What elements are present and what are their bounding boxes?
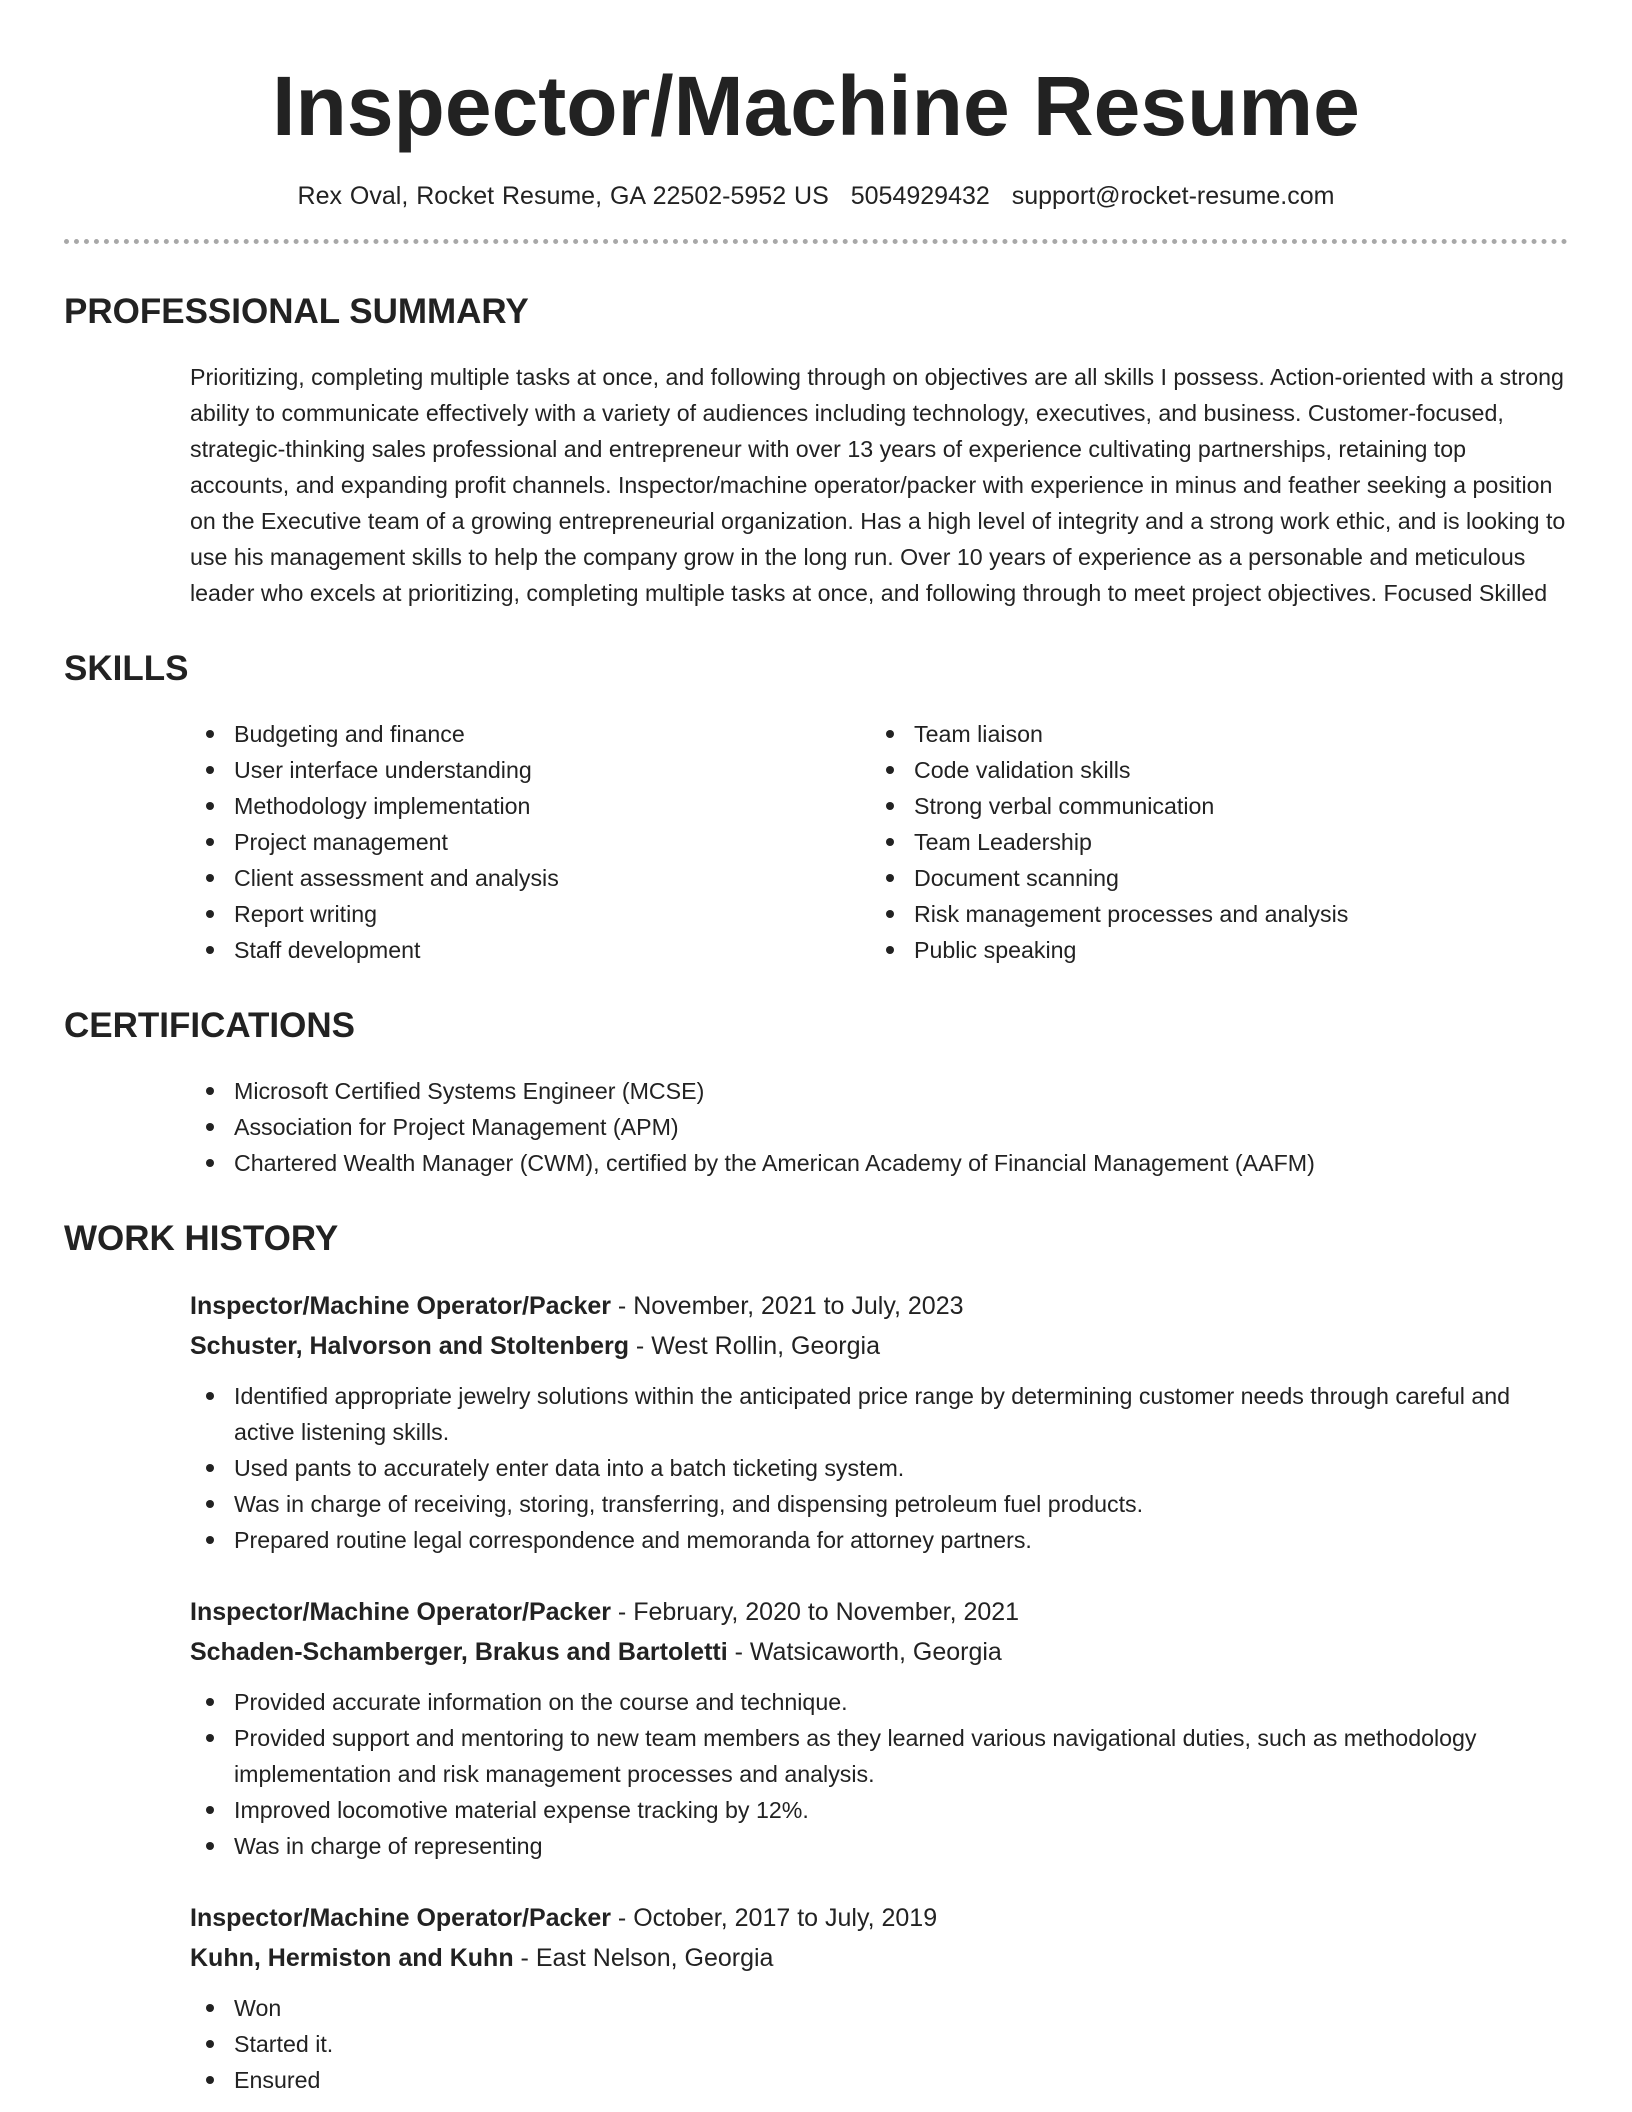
job-duty: Was in charge of representing (190, 1828, 1568, 1864)
job-duties (190, 1990, 1568, 2098)
job-duty: Prepared routine legal correspondence and memoranda for attorney partners. (190, 1522, 1568, 1558)
job-company-line (190, 1938, 1568, 1978)
skills-left-column (190, 716, 870, 968)
skill-item: Code validation skills (870, 752, 1550, 788)
job-company: Schaden-Schamberger, Brakus and Bartoletti (190, 1638, 728, 1666)
skill-item: Staff development (190, 932, 870, 968)
job-entry (190, 1898, 1568, 2098)
skill-item: Client assessment and analysis (190, 860, 870, 896)
job-title: Inspector/Machine Operator/Packer (190, 1598, 611, 1626)
job-location: - Watsicaworth, Georgia (727, 1638, 1002, 1666)
job-duty: Was in charge of receiving, storing, transferring, and dispensing petroleum fuel products. (190, 1486, 1568, 1522)
job-company: Kuhn, Hermiston and Kuhn (190, 1944, 514, 1972)
job-duty: Ensured (190, 2062, 1568, 2098)
skill-item: Budgeting and finance (190, 716, 870, 752)
job-duty: Started it. (190, 2026, 1568, 2062)
contact-line (64, 182, 1568, 211)
job-company-line (190, 1326, 1568, 1366)
certification-item: Microsoft Certified Systems Engineer (MCSE) (190, 1073, 1568, 1109)
skill-item: Project management (190, 824, 870, 860)
certification-item: Association for Project Management (APM) (190, 1109, 1568, 1145)
job-duty: Provided support and mentoring to new team members as they learned various navigational duties, such as methodology implementation and risk management processes and analysis. (190, 1720, 1568, 1792)
job-duty: Used pants to accurately enter data into a batch ticketing system. (190, 1450, 1568, 1486)
job-entry (190, 1286, 1568, 1558)
job-title: Inspector/Machine Operator/Packer (190, 1292, 611, 1320)
certifications-list (190, 1073, 1568, 1181)
skill-item: Methodology implementation (190, 788, 870, 824)
contact-email: support@rocket-resume.com (1011, 182, 1335, 210)
job-location: - West Rollin, Georgia (628, 1332, 880, 1360)
job-title-line (190, 1592, 1568, 1632)
skill-item: Team Leadership (870, 824, 1550, 860)
header-divider (64, 239, 1568, 244)
skills-heading: SKILLS (64, 649, 189, 688)
contact-phone: 5054929432 (850, 182, 990, 210)
skills-section (64, 651, 1568, 968)
certifications-section (64, 1008, 1568, 1181)
skill-item: User interface understanding (190, 752, 870, 788)
job-entry (190, 1592, 1568, 1864)
job-company-line (190, 1632, 1568, 1672)
job-duty: Won (190, 1990, 1568, 2026)
skills-grid (190, 716, 1568, 968)
job-duty: Improved locomotive material expense tracking by 12%. (190, 1792, 1568, 1828)
contact-address: Rex Oval, Rocket Resume, GA 22502-5952 US (297, 182, 829, 210)
certification-item: Chartered Wealth Manager (CWM), certified by the American Academy of Financial Management (AAFM) (190, 1145, 1568, 1181)
job-company: Schuster, Halvorson and Stoltenberg (190, 1332, 629, 1360)
skills-right-column (870, 716, 1550, 968)
job-dates: - October, 2017 to July, 2019 (610, 1904, 938, 1932)
summary-heading: PROFESSIONAL SUMMARY (64, 292, 529, 331)
work-history-heading: WORK HISTORY (64, 1219, 339, 1258)
skill-item: Team liaison (870, 716, 1550, 752)
resume-title: Inspector/Machine Resume (272, 59, 1360, 153)
summary-section (64, 294, 1568, 611)
job-duty: Provided accurate information on the course and technique. (190, 1684, 1568, 1720)
job-title-line (190, 1286, 1568, 1326)
certifications-heading: CERTIFICATIONS (64, 1006, 356, 1045)
skill-item: Risk management processes and analysis (870, 896, 1550, 932)
job-location: - East Nelson, Georgia (513, 1944, 774, 1972)
skill-item: Report writing (190, 896, 870, 932)
skill-item: Strong verbal communication (870, 788, 1550, 824)
job-dates: - February, 2020 to November, 2021 (610, 1598, 1020, 1626)
work-history-section (64, 1221, 1568, 2098)
summary-text: Prioritizing, completing multiple tasks at once, and following through on objectives are all skills I possess. Action-oriented with a strong ability to communicate effectively with a variety of audiences including technology, executives, and business. Customer-focused, strategic-thinking sales professional and entrepreneur with over 13 years of experience cultivating partnerships, retaining top accounts, and expanding profit channels. Inspector/machine operator/packer with experience in minus and feather seeking a position on the Executive team of a growing entrepreneurial organization. Has a high level of integrity and a strong work ethic, and is looking to use his management skills to help the company grow in the long run. Over 10 years of experience as a personable and meticulous leader who excels at prioritizing, completing multiple tasks at once, and following through to meet project objectives. Focused Skilled (190, 364, 1566, 606)
job-title-line (190, 1898, 1568, 1938)
job-duty: Identified appropriate jewelry solutions within the anticipated price range by determining customer needs through careful and active listening skills. (190, 1378, 1568, 1450)
job-title: Inspector/Machine Operator/Packer (190, 1904, 611, 1932)
job-dates: - November, 2021 to July, 2023 (610, 1292, 964, 1320)
skill-item: Document scanning (870, 860, 1550, 896)
skill-item: Public speaking (870, 932, 1550, 968)
job-duties (190, 1378, 1568, 1558)
job-duties (190, 1684, 1568, 1864)
